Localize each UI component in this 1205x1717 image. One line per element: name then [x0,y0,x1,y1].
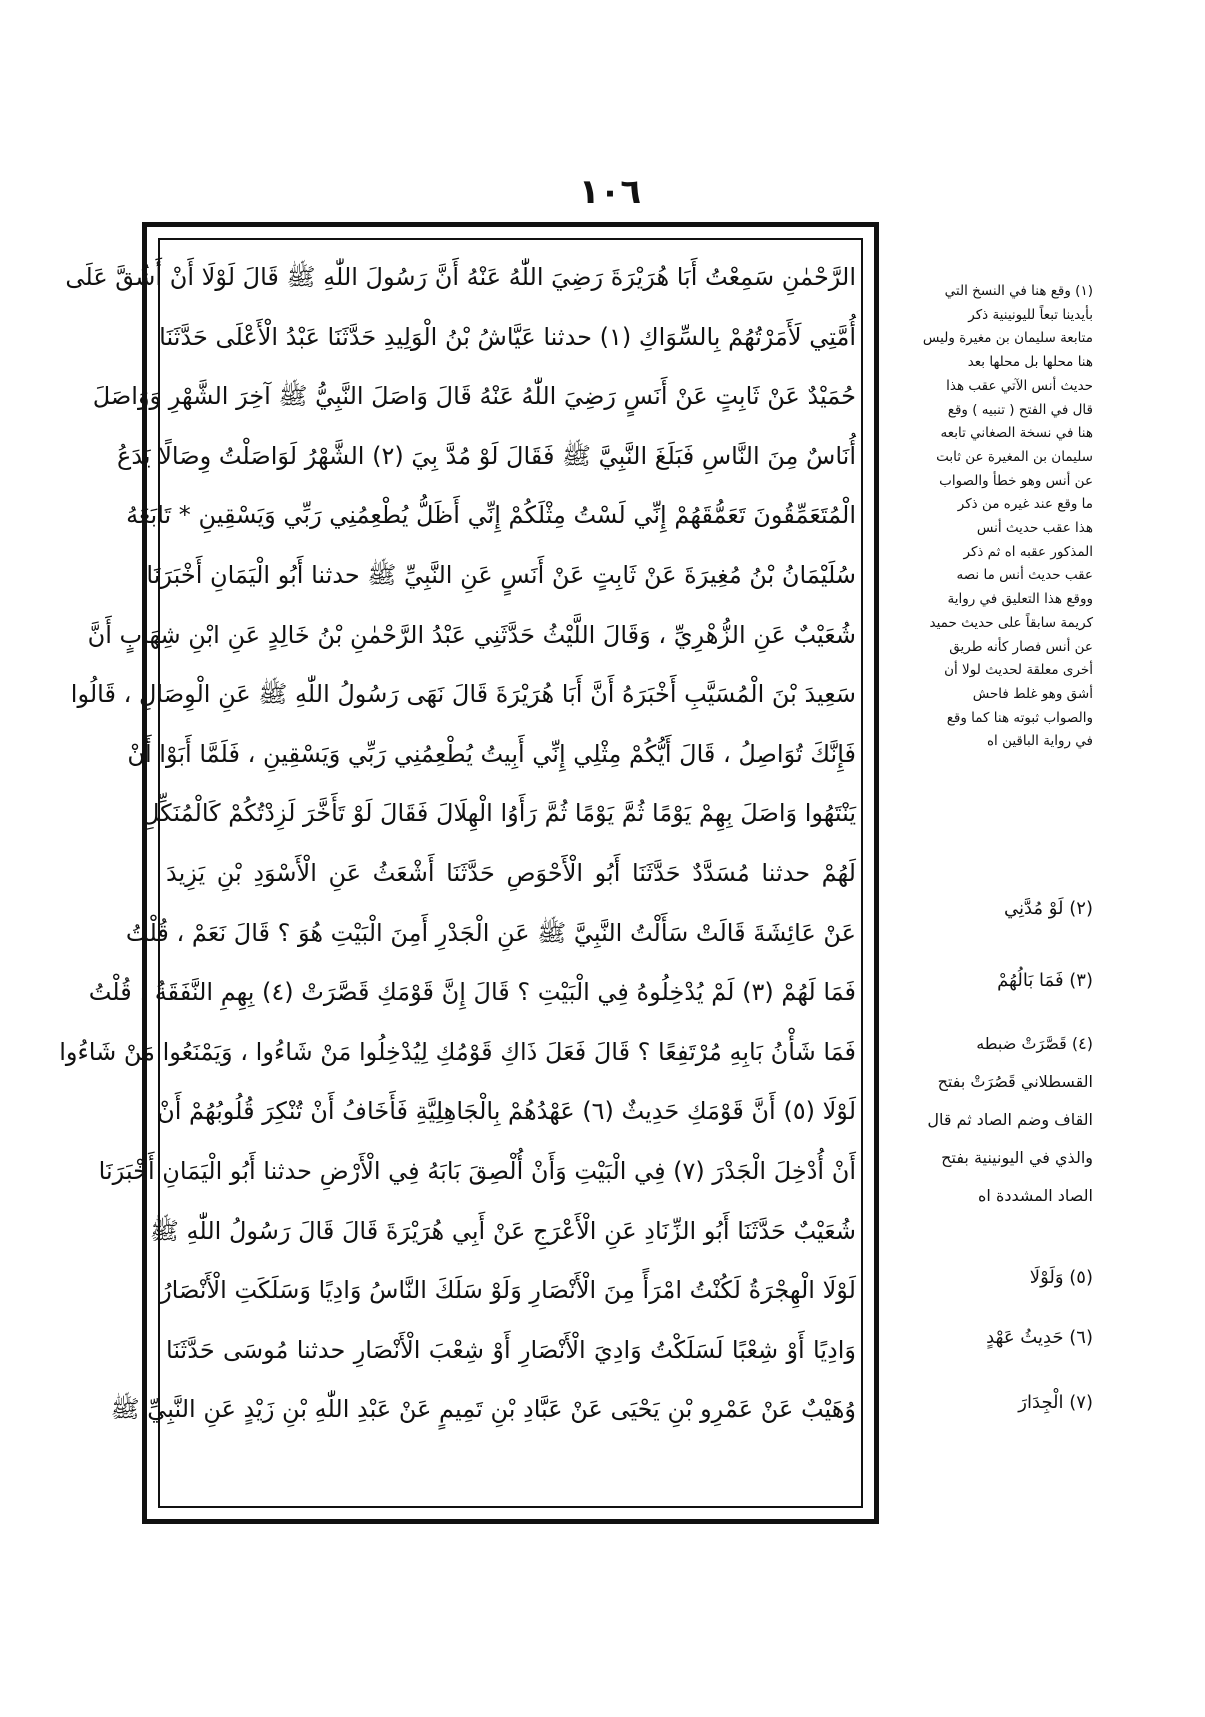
main-text-line: أَنْ أُدْخِلَ الْجَدْرَ (٧) فِي الْبَيْتِ وَأَنْ أُلْصِقَ بَابَهُ فِي الْأَرْضِ حدثنا أَبُو الْيَمَانِ أَخْبَرَنَا [98,1156,856,1185]
note-4-line: القاف وضم الصاد ثم قال [927,1110,1093,1129]
main-text-line: الْمُتَعَمِّقُونَ تَعَمُّقَهُمْ إِنِّي لَسْتُ مِثْلَكُمْ إِنِّي أَظَلُّ يُطْعِمُنِي رَبِّي وَيَسْقِينِ * تَابَعَهُ [126,501,856,530]
main-text-line: وُهَيْبٌ عَنْ عَمْرِو بْنِ يَحْيَى عَنْ عَبَّادِ بْنِ تَمِيمٍ عَنْ عَبْدِ اللّٰهِ بْنِ زَيْدٍ عَنِ النَّبِيِّ ﷺ [110,1395,856,1424]
note-4-line: القسطلاني قَصُرَتْ بفتح [937,1072,1093,1091]
note-1-line: هنا في نسخة الصغاني تابعه [940,425,1093,442]
note-1-line: عن أنس وهو خطأ والصواب [939,472,1093,489]
note-1-line: ما وقع عند غيره من ذكر [957,496,1093,513]
margin-notes [893,280,1093,1460]
note-1-line: متابعة سليمان بن مغيرة وليس [922,330,1093,347]
main-text-line: سَعِيدَ بْنَ الْمُسَيَّبِ أَخْبَرَهُ أَنَّ أَبَا هُرَيْرَةَ قَالَ نَهَى رَسُولُ اللّٰهِ ﷺ عَنِ الْوِصَالِ ، قَالُوا [70,680,856,709]
note-1-line: ووقع هذا التعليق في رواية [947,591,1093,608]
main-text-line: شُعَيْبٌ حَدَّثَنَا أَبُو الزِّنَادِ عَنِ الْأَعْرَجِ عَنْ أَبِي هُرَيْرَةَ قَالَ قَالَ رَسُولُ اللّٰهِ ﷺ [149,1216,856,1245]
main-text-line: لَهُمْ حدثنا مُسَدَّدٌ حَدَّثَنَا أَبُو الْأَحْوَصِ حَدَّثَنَا أَشْعَثُ عَنِ الْأَسْوَدِ بْنِ يَزِيدَ [166,858,856,887]
note-4-line: الصاد المشددة اه [978,1186,1093,1205]
note-1-line: في رواية الباقين اه [986,733,1093,750]
note-4-line: (٤) قَصَّرَتْ ضبطه [976,1034,1093,1053]
note-2: (٢) لَوْ مُدَّنِي [1003,898,1093,919]
note-3: (٣) فَمَا بَالُهُمْ [997,970,1093,991]
main-text-line: سُلَيْمَانُ بْنُ مُغِيرَةَ عَنْ ثَابِتٍ عَنْ أَنَسٍ عَنِ النَّبِيِّ ﷺ حدثنا أَبُو الْيَمَانِ أَخْبَرَنَا [146,560,856,589]
note-1 [893,280,1093,754]
note-1-line: بأيدينا تبعاً لليونينية ذكر [968,306,1093,323]
page-number: ١٠٦ [578,172,642,212]
note-4 [893,1025,1093,1215]
note-4-line: والذي في اليونينية بفتح [941,1148,1093,1167]
note-1-line: (١) وقع هنا في النسخ التي [944,283,1093,299]
main-text-line: أُمَّتِي لَأَمَرْتُهُمْ بِالسِّوَاكِ (١) حدثنا عَيَّاشُ بْنُ الْوَلِيدِ حَدَّثَنَا عَبْدُ الْأَعْلَى حَدَّثَنَا [159,322,856,351]
note-1-line: أخرى معلقة لحديث لولا أن [944,662,1093,679]
note-1-line: قال في الفتح ( تنبيه ) وقع [947,401,1093,418]
note-1-line: عقب حديث أنس ما نصه [956,567,1093,584]
main-text-line: عَنْ عَائِشَةَ قَالَتْ سَأَلْتُ النَّبِيَّ ﷺ عَنِ الْجَدْرِ أَمِنَ الْبَيْتِ هُوَ ؟ قَالَ نَعَمْ ، قُلْتُ [125,918,856,947]
main-text-line: لَوْلَا (٥) أَنَّ قَوْمَكِ حَدِيثٌ (٦) عَهْدُهُمْ بِالْجَاهِلِيَّةِ فَأَخَافُ أَنْ تُنْكِرَ قُلُوبُهُمْ أَنْ [157,1097,856,1126]
note-1-line: المذكور عقبه اه ثم ذكر [963,543,1093,560]
note-1-line: هذا عقب حديث أنس [976,520,1093,537]
main-text-block [59,248,856,1500]
main-text-line: فَمَا شَأْنُ بَابِهِ مُرْتَفِعًا ؟ قَالَ فَعَلَ ذَاكِ قَوْمُكِ لِيُدْخِلُوا مَنْ شَاءُوا ، وَيَمْنَعُوا مَنْ شَاءُوا [59,1037,856,1066]
main-text-line: يَنْتَهُوا وَاصَلَ بِهِمْ يَوْمًا ثُمَّ يَوْمًا ثُمَّ رَأَوُا الْهِلَالَ فَقَالَ لَوْ تَأَخَّرَ لَزِدْتُكُمْ كَالْمُنَكِّلِ [142,799,856,828]
note-6: (٦) حَدِيثُ عَهْدٍ [986,1327,1093,1348]
note-1-line: هنا محلها بل محلها بعد [967,354,1093,371]
main-text-line: لَوْلَا الْهِجْرَةُ لَكُنْتُ امْرَأً مِنَ الْأَنْصَارِ وَلَوْ سَلَكَ النَّاسُ وَادِيًا وَسَلَكَتِ الْأَنْصَارُ [160,1276,856,1305]
note-1-line: أشق وهو غلط فاحش [972,685,1093,702]
note-1-line: سليمان بن المغيرة عن ثابت [936,448,1093,465]
main-text-line: فَإِنَّكَ تُوَاصِلُ ، قَالَ أَيُّكُمْ مِثْلِي إِنِّي أَبِيتُ يُطْعِمُنِي رَبِّي وَيَسْقِينِ ، فَلَمَّا أَبَوْا أَنْ [127,739,856,768]
note-1-line: حديث أنس الآتي عقب هذا [946,377,1093,394]
main-text-line: فَمَا لَهُمْ (٣) لَمْ يُدْخِلُوهُ فِي الْبَيْتِ ؟ قَالَ إِنَّ قَوْمَكِ قَصَّرَتْ (٤) بِهِمِ النَّفَقَةُ ، قُلْتُ [88,978,856,1007]
note-1-line: والصواب ثبوته هنا كما وقع [946,709,1093,726]
main-text-line: أُنَاسٌ مِنَ النَّاسِ فَبَلَغَ النَّبِيَّ ﷺ فَقَالَ لَوْ مُدَّ بِيَ (٢) الشَّهْرُ لَوَاصَلْتُ وِصَالًا يَدَعُ [117,441,856,470]
main-text-line: الرَّحْمٰنِ سَمِعْتُ أَبَا هُرَيْرَةَ رَضِيَ اللّٰهُ عَنْهُ أَنَّ رَسُولَ اللّٰهِ ﷺ قَالَ لَوْلَا أَنْ أَشُقَّ عَلَى [65,263,856,291]
main-text-line: شُعَيْبٌ عَنِ الزُّهْرِيِّ ، وَقَالَ اللَّيْثُ حَدَّثَنِي عَبْدُ الرَّحْمٰنِ بْنُ خَالِدٍ عَنِ ابْنِ شِهَابٍ أَنَّ [87,620,856,649]
note-5: (٥) وَلَوْلَا [1029,1267,1093,1288]
note-7: (٧) الْجِدَارَ [1018,1392,1093,1413]
note-1-line: كريمة سابقاً على حديث حميد [929,614,1093,631]
main-text-line: حُمَيْدٌ عَنْ ثَابِتٍ عَنْ أَنَسٍ رَضِيَ اللّٰهُ عَنْهُ قَالَ وَاصَلَ النَّبِيُّ ﷺ آخِرَ الشَّهْرِ وَوَاصَلَ [92,382,856,411]
main-text-line: وَادِيًا أَوْ شِعْبًا لَسَلَكْتُ وَادِيَ الْأَنْصَارِ أَوْ شِعْبَ الْأَنْصَارِ حدثنا مُوسَى حَدَّثَنَا [166,1335,856,1364]
note-1-line: عن أنس فصار كأنه طريق [949,638,1093,655]
